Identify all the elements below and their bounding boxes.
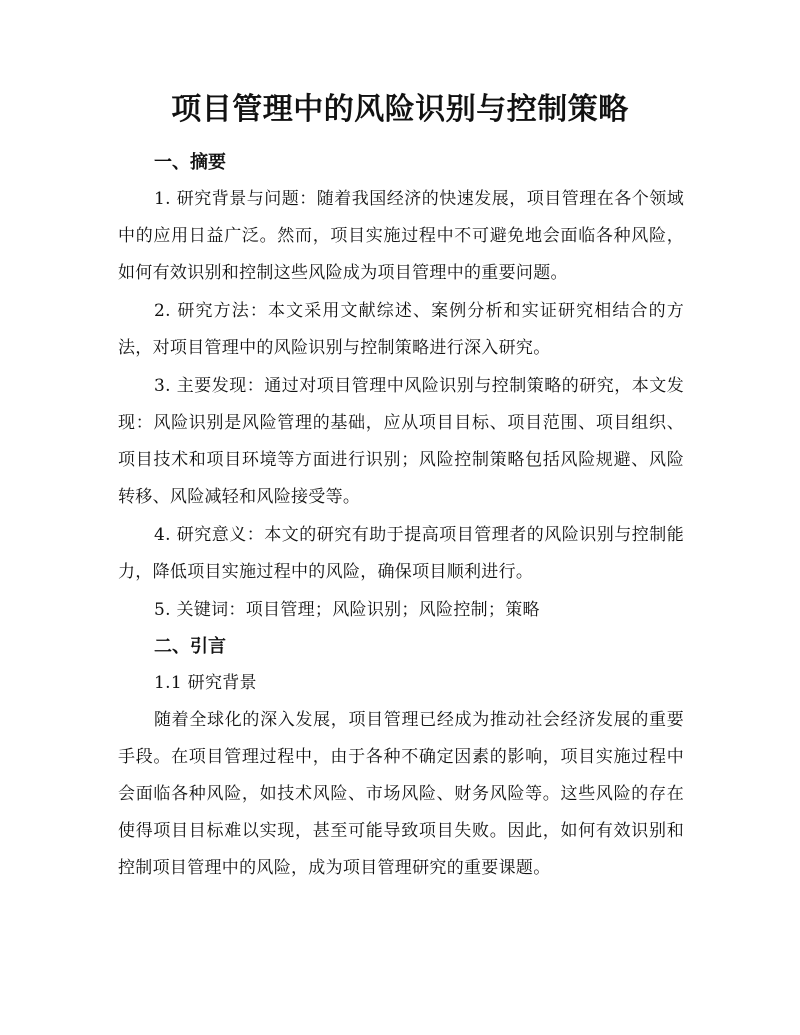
introduction-paragraph-1: 随着全球化的深入发展，项目管理已经成为推动社会经济发展的重要手段。在项目管理过程中，由于各种不确定因素的影响，项目实施过程中会面临各种风险，如技术风险、市场风险、财务风险等。这些风险的存在使得项目目标难以实现，甚至可能导致项目失败。因此，如何有效识别和控制项目管理中的风险，成为项目管理研究的重要课题。 (118, 710, 684, 878)
document-title: 项目管理中的风险识别与控制策略 (171, 92, 629, 127)
document-body (118, 145, 684, 887)
abstract-paragraph-2: 2. 研究方法：本文采用文献综述、案例分析和实证研究相结合的方法，对项目管理中的风险识别与控制策略进行深入研究。 (118, 301, 684, 358)
abstract-keywords: 5. 关键词：项目管理；风险识别；风险控制；策略 (154, 600, 540, 620)
abstract-paragraph-3: 3. 主要发现：通过对项目管理中风险识别与控制策略的研究，本文发现：风险识别是风险管理的基础，应从项目目标、项目范围、项目组织、项目技术和项目环境等方面进行识别；风险控制策略包括风险规避、风险转移、风险减轻和风险接受等。 (118, 376, 684, 507)
section-heading-abstract: 一、摘要 (154, 152, 226, 173)
section-heading-introduction: 二、引言 (154, 636, 226, 657)
abstract-paragraph-1: 1. 研究背景与问题：随着我国经济的快速发展，项目管理在各个领域中的应用日益广泛。然而，项目实施过程中不可避免地会面临各种风险，如何有效识别和控制这些风险成为项目管理中的重要问题。 (118, 189, 684, 283)
subsection-heading-background: 1.1 研究背景 (154, 673, 257, 693)
abstract-paragraph-4: 4. 研究意义：本文的研究有助于提高项目管理者的风险识别与控制能力，降低项目实施过程中的风险，确保项目顺利进行。 (118, 525, 684, 582)
